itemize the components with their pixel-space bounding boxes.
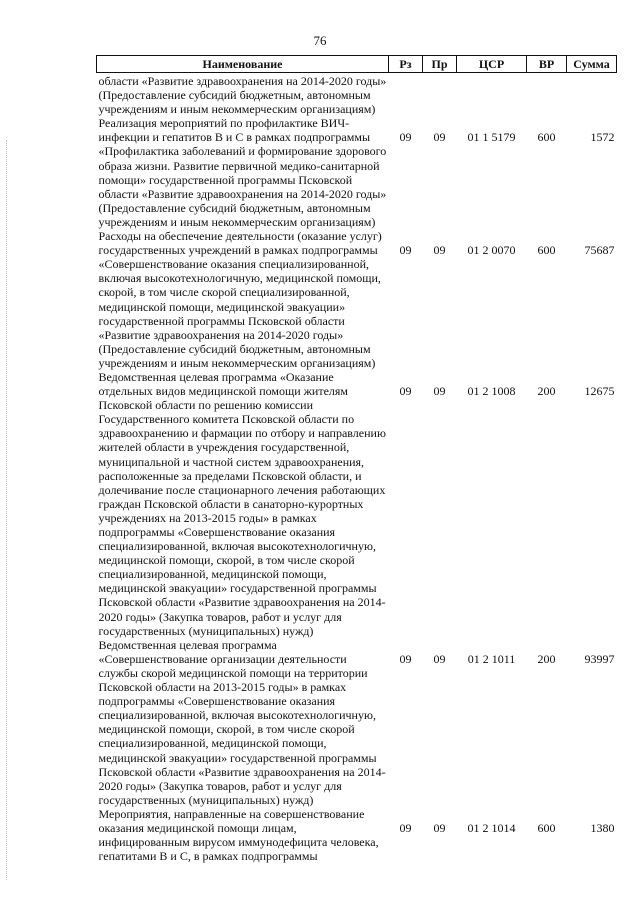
row-name: Ведомственная целевая программа «Оказание отдельных видов медицинской помощи жителям Псковской области по решению комиссии Государственного комитета Псковской области по здравоохранению и фармации по отбору и направлению жителей области в учреждения государственной, муниципальной и частной систем здравоохранения, расположенные за пределами Псковской области, и долечивание после стационарного лечения работающих граждан Псковской области в санаторно-курортных учреждениях на 2013-2015 годы» в рамках подпрограммы «Совершенствование оказания специализированной, включая высокотехнологичную, медицинской помощи, скорой, в том числе скорой специализированной, медицинской помощи, медицинской эвакуации» государственной программы Псковской области «Развитие здравоохранения на 2014-2020 годы» (Закупка товаров, работ и услуг для государственных (муниципальных) нужд) (98, 369, 386, 638)
page-number: 76 (313, 33, 327, 48)
budget-table (96, 55, 617, 863)
row-sum: 12675 (584, 383, 615, 398)
row-vr: 200 (537, 383, 556, 398)
row-pr: 09 (433, 130, 446, 145)
table-row-continuation (97, 73, 617, 117)
row-pr: 09 (433, 651, 446, 666)
row-csr: 01 2 1014 (467, 820, 516, 835)
row-name: Реализация мероприятий по профилактике ВИЧ-инфекции и гепатитов В и С в рамках подпрограммы «Профилактика заболеваний и формирование здорового образа жизни. Развитие первичной медико-санитарной помощи» государственной программы Псковской области «Развитие здравоохранения на 2014-2020 годы» (Предоставление субсидий бюджетным, автономным учреждениям и иным некоммерческим организациям) (98, 116, 387, 229)
row-vr: 600 (537, 820, 556, 835)
row-pr: 09 (433, 820, 446, 835)
row-name: Ведомственная целевая программа «Совершенствование организации деятельности службы скорой медицинской помощи на территории Псковской области на 2013-2015 годы» в рамках подпрограммы «Совершенствование оказания специализированной, включая высокотехнологичную, медицинской помощи, скорой, в том числе скорой специализированной, медицинской помощи, медицинской эвакуации» государственной программы Псковской области «Развитие здравоохранения на 2014-2020 годы» (Закупка товаров, работ и услуг для государственных (муниципальных) нужд) (98, 637, 386, 807)
table-row (97, 229, 617, 370)
row-csr: 01 1 5179 (467, 130, 516, 145)
row-csr: 01 2 1008 (467, 383, 516, 398)
table-row (97, 370, 617, 638)
table-row (97, 638, 617, 807)
row-pr: 09 (433, 383, 446, 398)
row-rz: 09 (399, 383, 412, 398)
row-rz: 09 (399, 130, 412, 145)
row-rz: 09 (399, 243, 412, 258)
header-vr: ВР (527, 56, 567, 73)
table-row (97, 116, 617, 229)
row-pr: 09 (433, 243, 446, 258)
row-name: Мероприятия, направленные на совершенствование оказания медицинской помощи лицам, инфицированным вирусом иммунодефицита человека, гепатитами В и С, в рамках подпрограммы (98, 806, 379, 864)
row-sum: 75687 (584, 243, 615, 258)
header-pr: Пр (423, 56, 457, 73)
row-sum: 1572 (590, 130, 615, 145)
header-rz: Рз (389, 56, 423, 73)
row-vr: 600 (537, 130, 556, 145)
row-rz: 09 (399, 820, 412, 835)
row-sum: 93997 (584, 651, 615, 666)
table-header-row (97, 56, 617, 73)
table-row (97, 807, 617, 863)
row-name: Расходы на обеспечение деятельности (оказание услуг) государственных учреждений в рамках подпрограммы «Совершенствование оказания специализированной, включая высокотехнологичную, медицинской помощи, скорой, в том числе скорой специализированной, медицинской помощи, медицинской эвакуации» государственной программы Псковской области «Развитие здравоохранения на 2014-2020 годы» (Предоставление субсидий бюджетным, автономным учреждениям и иным некоммерческим организациям) (98, 229, 382, 370)
row-rz: 09 (399, 651, 412, 666)
row-sum: 1380 (590, 820, 615, 835)
continuation-text: области «Развитие здравоохранения на 2014-2020 годы» (Предоставление субсидий бюджетным, автономным учреждениям и иным некоммерческим организациям) (98, 74, 387, 117)
row-vr: 200 (537, 651, 556, 666)
header-csr: ЦСР (457, 56, 527, 73)
scan-margin-line (6, 140, 8, 880)
header-name: Наименование (97, 56, 389, 73)
row-csr: 01 2 0070 (467, 243, 516, 258)
header-sum: Сумма (567, 56, 617, 73)
row-vr: 600 (537, 243, 556, 258)
row-csr: 01 2 1011 (467, 651, 516, 666)
